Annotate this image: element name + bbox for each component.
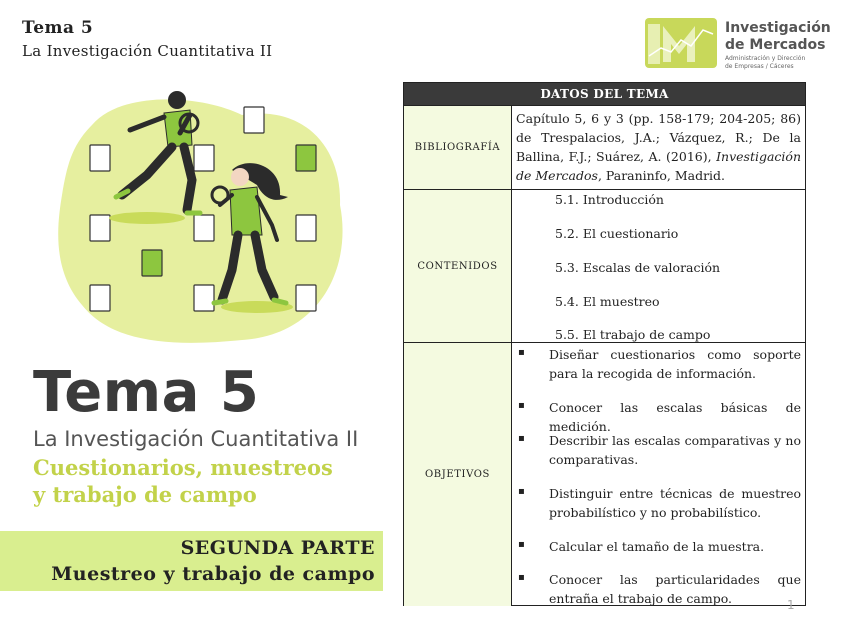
label-objetivos: OBJETIVOS (404, 343, 512, 606)
objetivo-text: Conocer las particularidades que entraña el trabajo de campo. (549, 572, 801, 606)
logo-line-4: de Empresas / Cáceres (725, 63, 794, 70)
logo-line-2: de Mercados (725, 37, 826, 53)
row-bibliografia (404, 105, 805, 189)
page-number: 1 (787, 598, 795, 612)
row-contenidos (404, 189, 805, 342)
part-band (0, 531, 383, 591)
contenido-item: 5.1. Introducción (555, 192, 664, 207)
logo (645, 18, 835, 70)
contenido-item: 5.5. El trabajo de campo (555, 327, 711, 342)
cell-objetivos (512, 343, 805, 606)
bullet-icon: ▪ (518, 539, 525, 550)
topic-data-table (403, 82, 806, 606)
bullet-icon: ▪ (518, 400, 525, 411)
logo-mark-icon (645, 18, 717, 68)
objetivo-text: Distinguir entre técnicas de muestreo probabilístico y no probabilístico. (549, 486, 801, 520)
cover-green-line-2: y trabajo de campo (33, 482, 257, 507)
bullet-icon: ▪ (518, 347, 525, 358)
label-contenidos: CONTENIDOS (404, 190, 512, 342)
objetivo-text: Calcular el tamaño de la muestra. (549, 539, 765, 554)
header-subtitle: La Investigación Cuantitativa II (22, 42, 273, 60)
contenido-item: 5.4. El muestreo (555, 294, 660, 309)
bibliography-text (516, 109, 801, 185)
bullet-icon: ▪ (518, 486, 525, 497)
bibliography-italic: Investigación de Mercados (516, 149, 801, 183)
bibliography-post: , Paraninfo, Madrid. (597, 168, 726, 183)
label-bibliografia: BIBLIOGRAFÍA (404, 106, 512, 189)
cover-subtitle: La Investigación Cuantitativa II (33, 427, 359, 451)
cell-bibliografia (512, 106, 805, 189)
bibliography-pre: Capítulo 5, 6 y 3 (pp. 158-179; 204-205; 86) de Trespalacios, J.A.; Vázquez, R.; De la Ballina, F.J.; Suárez, A. (2016), (516, 111, 801, 164)
objetivo-text: Describir las escalas comparativas y no comparativas. (549, 433, 801, 467)
contenido-item: 5.3. Escalas de valoración (555, 260, 721, 275)
objetivo-text: Diseñar cuestionarios como soporte para la recogida de información. (549, 347, 801, 381)
cell-contenidos (512, 190, 805, 342)
cover-title: Tema 5 (33, 360, 260, 425)
table-header: DATOS DEL TEMA (404, 83, 805, 105)
cover-green-line-1: Cuestionarios, muestreos (33, 455, 333, 480)
logo-line-3: Administración y Dirección (725, 55, 806, 62)
band-line-1: SEGUNDA PARTE (180, 537, 375, 559)
bullet-icon: ▪ (518, 433, 525, 444)
header-title: Tema 5 (22, 18, 94, 38)
logo-line-1: Investigación (725, 20, 831, 36)
row-objetivos (404, 342, 805, 606)
researchers-illustration (52, 85, 352, 347)
contenido-item: 5.2. El cuestionario (555, 226, 679, 241)
bullet-icon: ▪ (518, 572, 525, 583)
objetivo-text: Conocer las escalas básicas de medición. (549, 400, 801, 434)
band-line-2: Muestreo y trabajo de campo (51, 563, 375, 585)
